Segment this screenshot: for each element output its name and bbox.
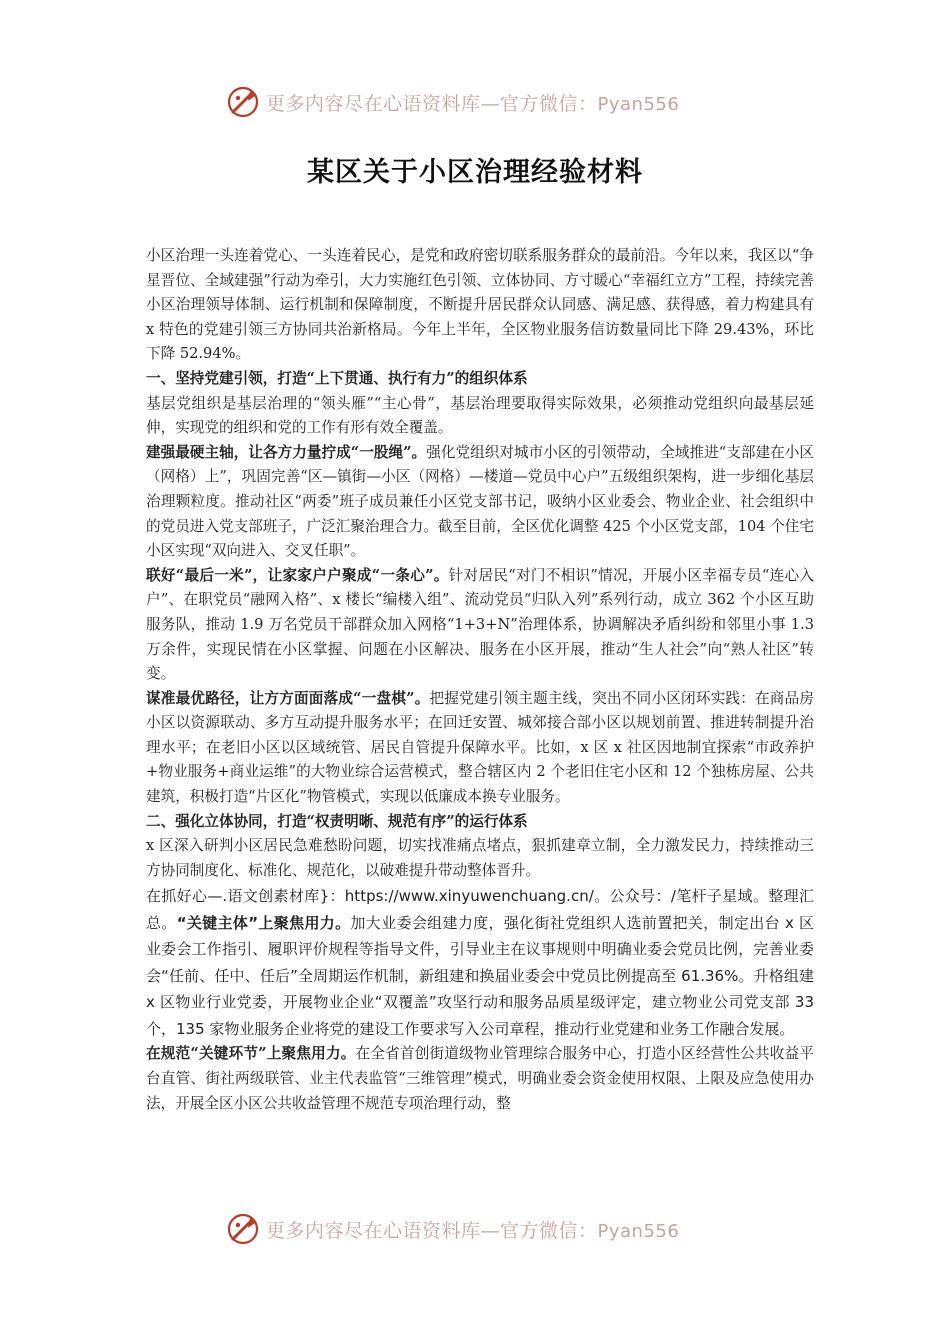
document-body: [146, 244, 814, 1116]
document-title: 某区关于小区治理经验材料: [307, 157, 643, 188]
paragraph-lead: 在规范“关键环节”上聚焦用力。: [146, 1045, 356, 1063]
body-paragraph: [146, 244, 814, 367]
body-paragraph: [146, 687, 814, 810]
banner-text: 更多内容尽在心语资料库—官方微信：Pyan556: [266, 92, 680, 115]
paragraph-lead: “关键主体”上聚焦用力。: [176, 913, 351, 932]
paragraph-text: 在全省首创街道级物业管理综合服务中心，打造小区经营性公共收益平台直管、街社两级联管、业主代表监管“三维管理”模式，明确业委会资金使用权限、上限及应急使用办法，开展全区小区公共收益管理不规范专项治理行动，整: [146, 1045, 814, 1112]
pen-logo-icon: [226, 85, 260, 119]
pen-logo-icon: [226, 1212, 260, 1246]
paragraph-lead: 建强最硬主轴，让各方力量拧成“一股绳”。: [146, 443, 427, 461]
body-paragraph: [146, 834, 814, 883]
section-heading: 一、坚持党建引领，打造“上下贯通、执行有力”的组织体系: [146, 369, 528, 387]
paragraph-prefix: 在抓好心—.语文创素材库}：https://www.xinyuwenchuang.cn/。公众号：/笔杆子星域。整理汇总。: [146, 887, 814, 932]
banner-text: 更多内容尽在心语资料库—官方微信：Pyan556: [266, 1219, 680, 1242]
body-paragraph: [146, 441, 814, 564]
body-paragraph: [146, 392, 814, 441]
paragraph-text: 小区治理一头连着党心、一头连着民心，是党和政府密切联系服务群众的最前沿。今年以来，我区以“争星晋位、全域建强”行动为牵引，大力实施红色引领、立体协同、方寸暖心“幸福红立方”工程，持续完善小区治理领导体制、运行机制和保障制度，不断提升居民群众认同感、满足感、获得感，着力构建具有 x 特色的党建引领三方协同共治新格局。今年上半年，全区物业服务信访数量同比下降 29.43%，环比下降 52.94%。: [146, 247, 814, 363]
section-heading: 二、强化立体协同，打造“权责明晰、规范有序”的运行体系: [146, 812, 528, 830]
body-paragraph: [146, 883, 814, 1042]
paragraph-text: 加大业委会组建力度，强化街社党组织人选前置把关，制定出台 x 区业委会工作指引、履职评价规程等指导文件，引导业主在议事规则中明确业委会党员比例，完善业委会“任前、任中、任后”全周期运作机制，新组建和换届业委会中党员比例提高至 61.36%。升格组建 x 区物业行业党委，开展物业企业“双覆盖”攻坚行动和服务品质星级评定，建立物业公司党支部 33 个，135 家物业服务企业将党的建设工作要求写入公司章程，推动行业党建和业务工作融合发展。: [146, 913, 815, 1038]
paragraph-lead: 谋准最优路径，让方方面面落成“一盘棋”。: [146, 689, 430, 707]
paragraph-text: 强化党组织对城市小区的引领带动，全域推进“支部建在小区（网格）上”，巩固完善“区—镇街—小区（网格）—楼道—党员中心户”五级组织架构，进一步细化基层治理颗粒度。推动社区“两委”班子成员兼任小区党支部书记，吸纳小区业委会、物业企业、社会组织中的党员进入党支部班子，广泛汇聚治理合力。截至目前，全区优化调整 425 个小区党支部，104 个住宅小区实现“双向进入、交叉任职”。: [146, 443, 814, 560]
header-watermark-banner: [226, 84, 746, 120]
footer-watermark-banner: [226, 1211, 746, 1247]
body-paragraph: [146, 564, 814, 687]
body-paragraph: [146, 1042, 814, 1116]
paragraph-text: 把握党建引领主题主线，突出不同小区闭环实践：在商品房小区以资源联动、多方互动提升服务水平；在回迁安置、城郊接合部小区以规划前置、推进转制提升治理水平；在老旧小区以区域统管、居民自管提升保障水平。比如，x 区 x 社区因地制宜探索“市政养护+物业服务+商业运维”的大物业综合运营模式，整合辖区内 2 个老旧住宅小区和 12 个独栋房屋、公共建筑，积极打造“片区化”物管模式，实现以低廉成本换专业服务。: [146, 689, 814, 806]
paragraph-text: 针对居民“对门不相识”情况，开展小区幸福专员“连心入户”、在职党员“融网入格”、x 楼长“编楼入组”、流动党员“归队入列”系列行动，成立 362 个小区互助服务队，推动 1.9 万名党员干部群众加入网格“1+3+N”治理体系，协调解决矛盾纠纷和邻里小事 1.3 万余件，实现民情在小区掌握、问题在小区解决、服务在小区开展，推动“生人社会”向“熟人社区”转变。: [146, 566, 814, 683]
paragraph-text: x 区深入研判小区居民急难愁盼问题，切实找准痛点堵点，狠抓建章立制，全力激发民力，持续推动三方协同制度化、标准化、规范化，以破难提升带动整体晋升。: [146, 837, 814, 879]
paragraph-text: 基层党组织是基层治理的“领头雁”“主心骨”，基层治理要取得实际效果，必须推动党组织向最基层延伸，实现党的组织和党的工作有形有效全覆盖。: [146, 394, 814, 437]
paragraph-lead: 联好“最后一米”，让家家户户聚成“一条心”。: [146, 566, 449, 584]
